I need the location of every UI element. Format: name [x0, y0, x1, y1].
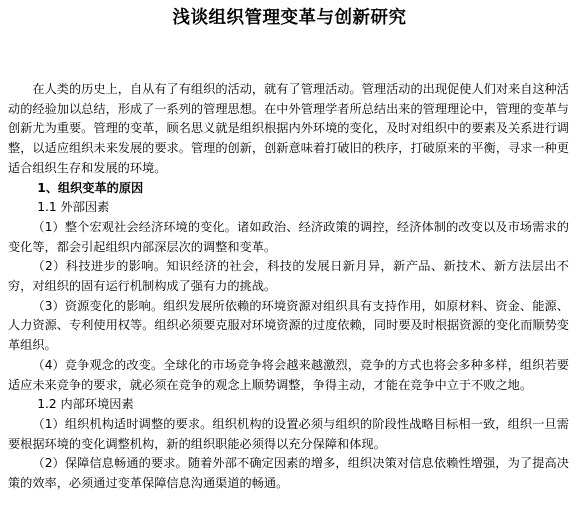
paragraph-external-4: （4）竞争观念的改变。全球化的市场竞争将会越来越激烈，竞争的方式也将会多种多样，组织若要适应未来竞争的要求，就必须在竞争的观念上顺势调整，争得主动，才能在竞争中立于不败之地。: [8, 357, 569, 392]
paragraph-external-3: （3）资源变化的影响。组织发展所依赖的环境资源对组织具有支持作用，如原材料、资金、能源、人力资源、专利使用权等。组织必须要克服对环境资源的过度依赖，同时要及时根据资源的变化而顺势变革组织。: [8, 298, 569, 353]
paragraph-internal-2: （2）保障信息畅通的要求。随着外部不确定因素的增多，组织决策对信息依赖性增强，为了提高决策的效率，必须通过变革保障信息沟通渠道的畅通。: [8, 456, 569, 491]
paragraph-external-1: （1）整个宏观社会经济环境的变化。诸如政治、经济政策的调控，经济体制的改变以及市场需求的变化等，都会引起组织内部深层次的调整和变革。: [8, 219, 569, 254]
intro-paragraph: 在人类的历史上，自从有了有组织的活动，就有了管理活动。管理活动的出现促使人们对来自这种活动的经验加以总结，形成了一系列的管理思想。在中外管理学者所总结出来的管理理论中，管理的变革与创新尤为重要。管理的变革，顾名思义就是组织根据内外环境的变化，及时对组织中的要素及关系进行调整，以适应组织未来发展的要求。管理的创新，创新意味着打破旧的秩序，打破原来的平衡，寻求一种更适合组织生存和发展的环境。: [8, 82, 569, 175]
subsection-heading-external: 1.1 外部因素: [37, 200, 110, 215]
document-body: [8, 80, 569, 494]
paragraph-external-2: （2）科技进步的影响。知识经济的社会，科技的发展日新月异，新产品、新技术、新方法层出不穷，对组织的固有运行机制构成了强有力的挑战。: [8, 259, 569, 294]
document-title: 浅谈组织管理变革与创新研究: [172, 8, 407, 28]
section-heading-reasons: 1、组织变革的原因: [37, 180, 144, 195]
subsection-heading-internal: 1.2 内部环境因素: [37, 397, 134, 412]
paragraph-internal-1: （1）组织机构适时调整的要求。组织机构的设置必须与组织的阶段性战略目标相一致，组织一旦需要根据环境的变化调整机构，新的组织职能必须得以充分保障和体现。: [8, 416, 569, 451]
